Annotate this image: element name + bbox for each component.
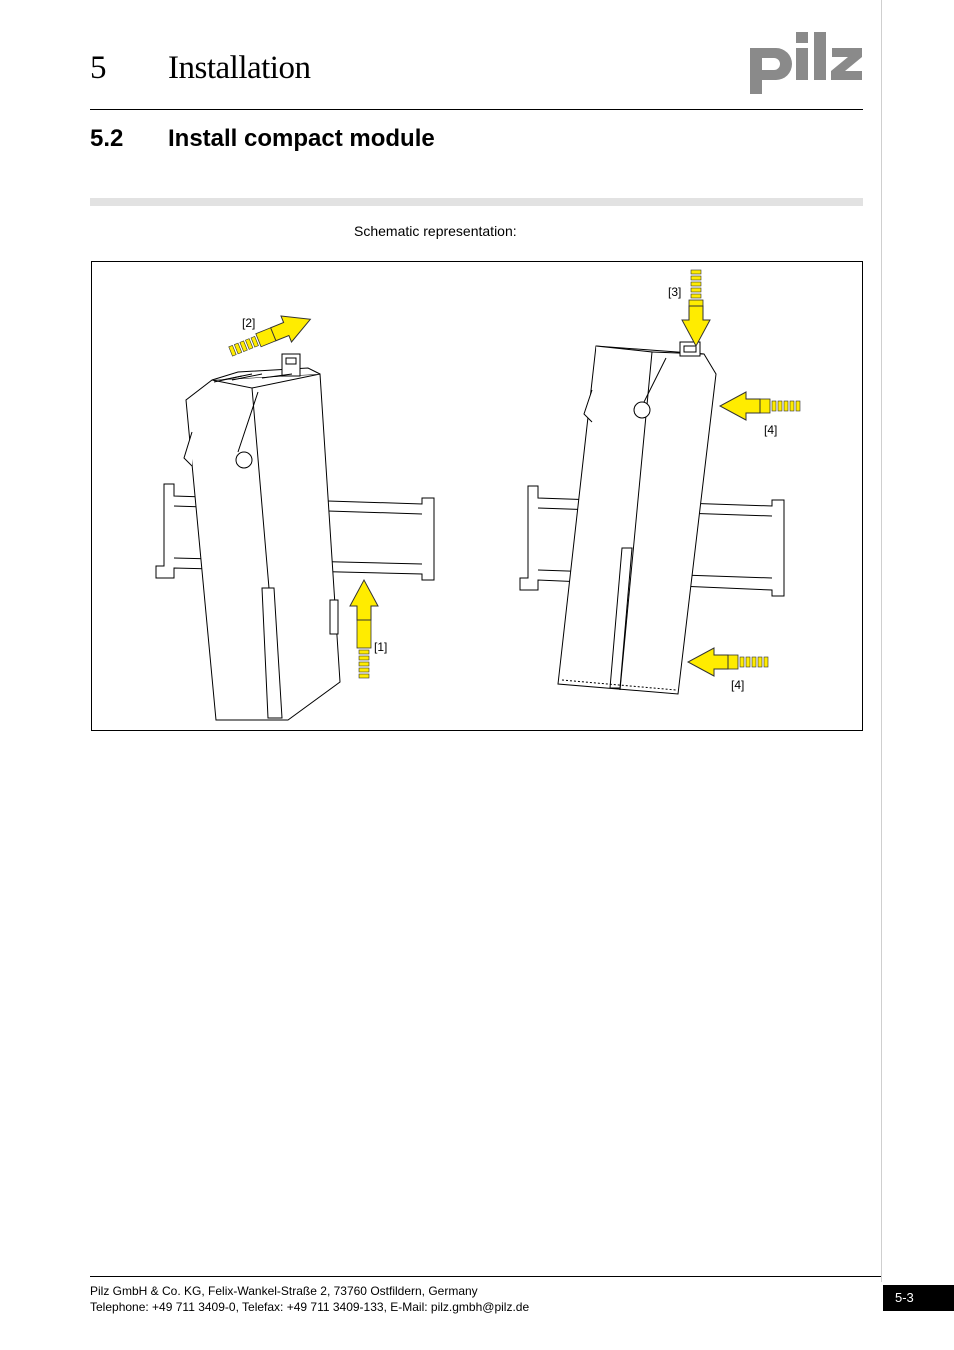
footer-address: Pilz GmbH & Co. KG, Felix-Wankel-Straße 2, 73760 Ostfildern, Germany — [90, 1284, 478, 1298]
right-margin-rule — [881, 0, 882, 1282]
right-compact-module — [558, 342, 716, 694]
page-number: 5-3 — [883, 1285, 954, 1311]
section-number: 5.2 — [90, 125, 124, 152]
header-rule — [90, 109, 863, 110]
section-title: Install compact module — [168, 125, 435, 152]
section-divider-band — [90, 198, 863, 206]
footer-contact: Telephone: +49 711 3409-0, Telefax: +49 711 3409-133, E-Mail: pilz.gmbh@pilz.de — [90, 1300, 530, 1314]
arrow-2-icon — [225, 306, 315, 364]
left-compact-module — [184, 354, 340, 720]
label-step-1: [1] — [374, 640, 388, 654]
installation-figure — [91, 261, 863, 731]
arrow-3-icon — [682, 270, 710, 346]
pilz-logo — [748, 30, 866, 96]
installation-illustration — [92, 262, 862, 730]
figure-caption: Schematic representation: — [354, 223, 517, 239]
arrow-4-bottom-icon — [688, 648, 768, 676]
arrow-4-top-icon — [720, 392, 800, 420]
label-step-4-top: [4] — [764, 423, 778, 437]
label-step-4-bottom: [4] — [731, 678, 745, 692]
footer-rule — [90, 1276, 881, 1277]
label-step-2: [2] — [242, 316, 256, 330]
label-step-3: [3] — [668, 285, 682, 299]
chapter-title: Installation — [168, 50, 311, 86]
arrow-1-icon — [350, 580, 378, 678]
chapter-number: 5 — [90, 50, 106, 86]
